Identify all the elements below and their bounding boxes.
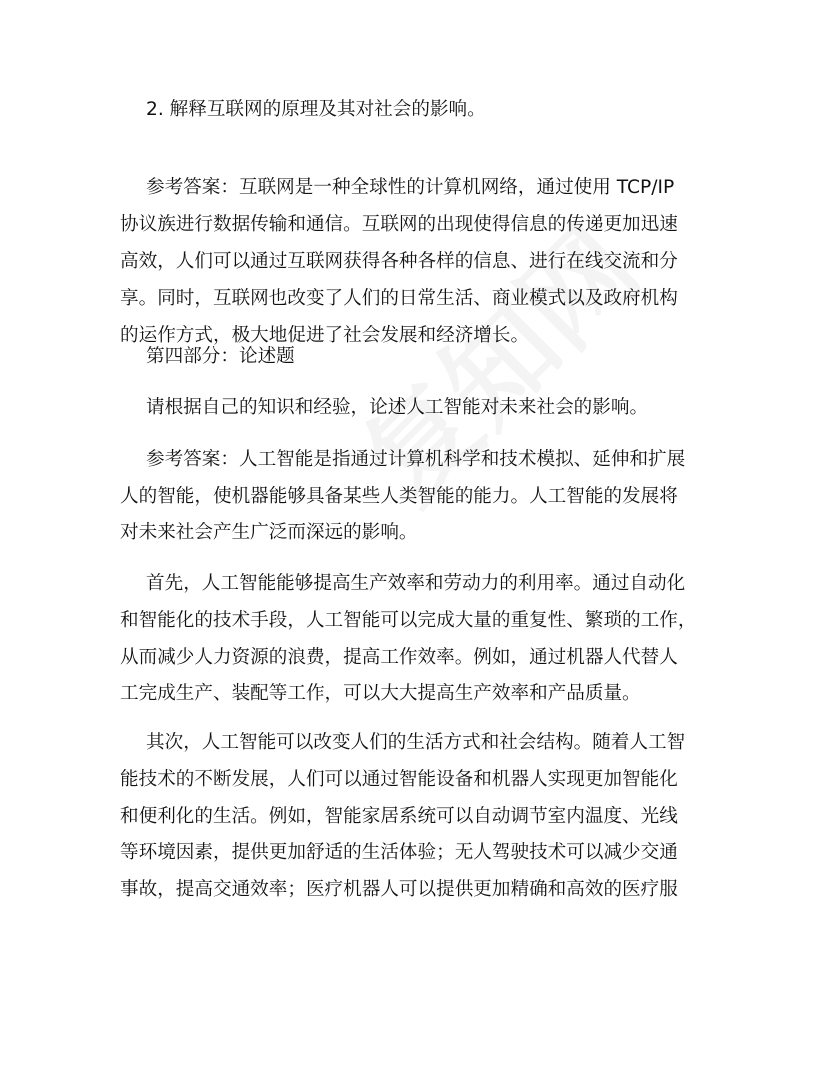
question-title: 2. 解释互联网的原理及其对社会的影响。 <box>146 99 486 120</box>
answer2-line: 对未来社会产生广泛而深远的影响。 <box>120 522 418 543</box>
answer1-line: 协议族进行数据传输和通信。互联网的出现使得信息的传递更加迅速 <box>120 214 678 235</box>
para-first-line: 首先，人工智能能够提高生产效率和劳动力的利用率。通过自动化 <box>146 573 686 594</box>
para-second-line: 其次，人工智能可以改变人们的生活方式和社会结构。随着人工智 <box>146 732 686 753</box>
para-first-line: 工完成生产、装配等工作，可以大大提高生产效率和产品质量。 <box>120 683 641 704</box>
para-second-line: 能技术的不断发展，人们可以通过智能设备和机器人实现更加智能化 <box>120 769 678 790</box>
answer2-line: 人的智能，使机器能够具备某些人类智能的能力。人工智能的发展将 <box>120 486 678 507</box>
answer2-line: 参考答案：人工智能是指通过计算机科学和技术模拟、延伸和扩展 <box>146 449 686 470</box>
section-title: 第四部分：论述题 <box>146 346 295 367</box>
para-first-line: 和智能化的技术手段，人工智能可以完成大量的重复性、繁琐的工作， <box>120 610 697 631</box>
para-second-line: 等环境因素，提供更加舒适的生活体验；无人驾驶技术可以减少交通 <box>120 842 678 863</box>
essay-prompt: 请根据自己的知识和经验，论述人工智能对未来社会的影响。 <box>146 397 649 418</box>
answer1-line: 高效，人们可以通过互联网获得各种各样的信息、进行在线交流和分 <box>120 251 678 272</box>
para-second-line: 事故，提高交通效率；医疗机器人可以提供更加精确和高效的医疗服 <box>120 879 678 900</box>
para-second-line: 和便利化的生活。例如，智能家居系统可以自动调节室内温度、光线 <box>120 806 678 827</box>
para-first-line: 从而减少人力资源的浪费，提高工作效率。例如，通过机器人代替人 <box>120 647 678 668</box>
answer1-line: 享。同时，互联网也改变了人们的日常生活、商业模式以及政府机构 <box>120 288 678 309</box>
answer1-line: 参考答案：互联网是一种全球性的计算机网络，通过使用 TCP/IP <box>146 177 675 198</box>
answer1-line: 的运作方式，极大地促进了社会发展和经济增长。 <box>120 325 530 346</box>
watermark <box>322 186 667 531</box>
